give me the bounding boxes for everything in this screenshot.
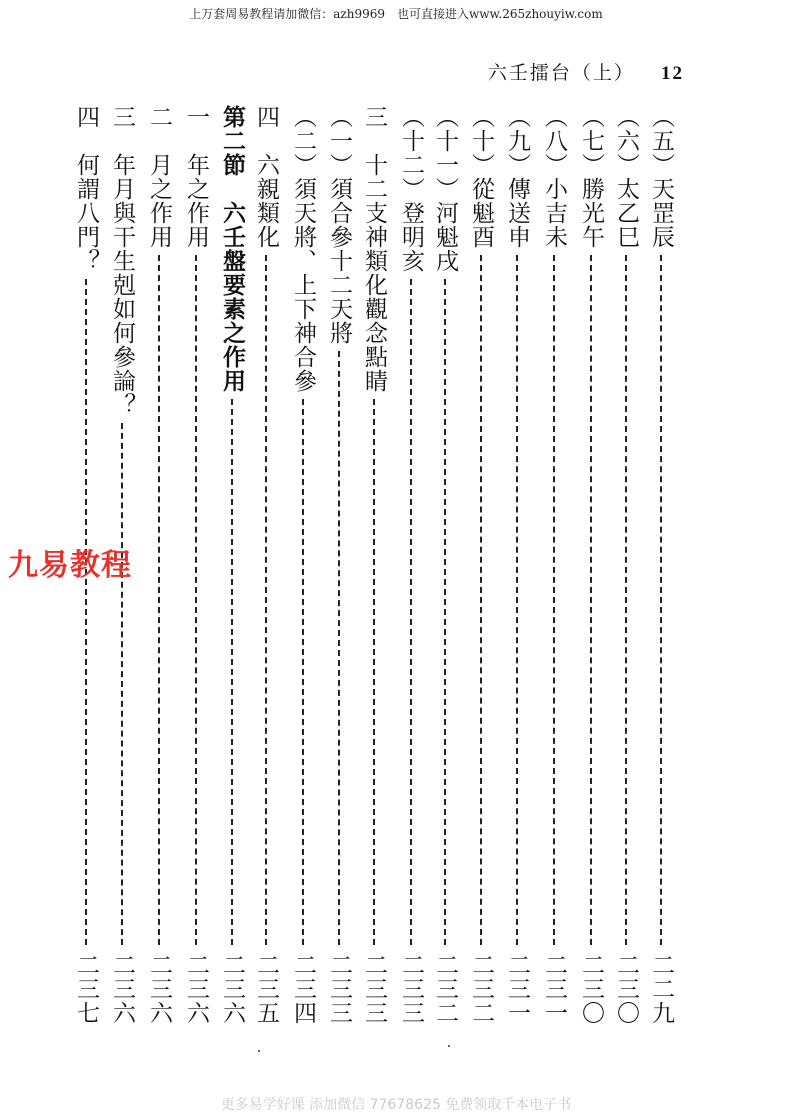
toc-entry [465,105,497,1025]
toc-dotted-leader [444,279,446,945]
toc-entry [538,105,570,1025]
toc-dotted-leader [302,399,304,945]
toc-entry-page: 二三六 [183,953,209,1025]
toc-entry-page: 二二九 [648,953,674,1025]
toc-entry-page: 二三一 [504,953,530,1025]
toc-entry-page: 二三二 [468,953,494,1025]
toc-entry-title: 四 何謂八門？ [73,105,99,273]
toc-entry-title: （十二）登明亥 [398,105,424,273]
toc-entry-title: 三 年月與干生剋如何參論？ [109,105,135,417]
toc-entry-page: 二三六 [146,953,172,1025]
toc-dotted-leader [516,255,518,945]
scan-speck [258,1050,260,1052]
toc-entry-title: 二 月之作用 [146,105,172,249]
toc-entry [287,105,319,1025]
toc-entry [429,105,461,1025]
toc-entry [501,105,533,1025]
page-number: 12 [661,63,684,84]
toc-entry [216,105,248,1025]
toc-dotted-leader [231,399,233,945]
toc-entry-title: 四 六親類化 [253,105,279,249]
toc-entry-page: 二三二 [432,953,458,1025]
toc-entry-title: （十）從魁酉 [468,105,494,249]
toc-entry-title: （二）須天將、上下神合參 [290,105,316,393]
toc-entry [610,105,642,1025]
toc-dotted-leader [553,255,555,945]
toc-dotted-leader [338,351,340,945]
toc-entry-page: 二三三 [398,953,424,1025]
scan-speck [448,1045,450,1047]
toc-entry-title: 第二節 六壬盤要素之作用 [219,105,246,393]
toc-entry-page: 二三三 [326,953,352,1025]
toc-dotted-leader [85,279,87,945]
toc-entry-page: 二三〇 [578,953,604,1025]
toc-entry-title: （九）傳送申 [504,105,530,249]
toc-entry-title: 三 十二支神類化觀念點睛 [361,105,387,393]
toc-entry [250,105,282,1025]
toc-entry-page: 二三五 [253,953,279,1025]
toc-entry [645,105,677,1025]
toc-entry [323,105,355,1025]
toc-entry-title: （五）天罡辰 [648,105,674,249]
toc-entry-page: 二三四 [290,953,316,1025]
toc-entry-page: 二三六 [109,953,135,1025]
toc-entry-page: 二三七 [73,953,99,1025]
toc-entry [143,105,175,1025]
toc-dotted-leader [480,255,482,945]
toc-dotted-leader [121,423,123,945]
toc-entry-title: （七）勝光午 [578,105,604,249]
toc-dotted-leader [195,255,197,945]
toc-entry [358,105,390,1025]
toc-entry-page: 二三一 [541,953,567,1025]
page-header [488,58,684,85]
book-title: 六壬擂台（上） [487,62,635,84]
toc-dotted-leader [625,255,627,945]
side-watermark: 九易教程 [8,548,132,583]
toc-entry-page: 二三六 [219,953,245,1025]
toc-entry-page: 二三〇 [613,953,639,1025]
toc-entry-title: （八）小吉未 [541,105,567,249]
toc-entry-title: 一 年之作用 [183,105,209,249]
toc-entry [395,105,427,1025]
toc-dotted-leader [660,255,662,945]
toc-entry-title: （十一）河魁戌 [432,105,458,273]
toc-dotted-leader [373,399,375,945]
toc-dotted-leader [265,255,267,945]
toc-entry [180,105,212,1025]
top-watermark: 上万套周易教程请加微信：azh9969 也可直接进入www.265zhouyiw.com [189,7,603,21]
toc-dotted-leader [590,255,592,945]
toc-entry-page: 二三三 [361,953,387,1025]
toc-dotted-leader [410,279,412,945]
toc-entry [575,105,607,1025]
toc-entry-title: （一）須合參十二天將 [326,105,352,345]
toc-entry-title: （六）太乙巳 [613,105,639,249]
toc-dotted-leader [158,255,160,945]
bottom-watermark: 更多易学好课 添加微信 77678625 免费领取千本电子书 [220,1097,572,1113]
